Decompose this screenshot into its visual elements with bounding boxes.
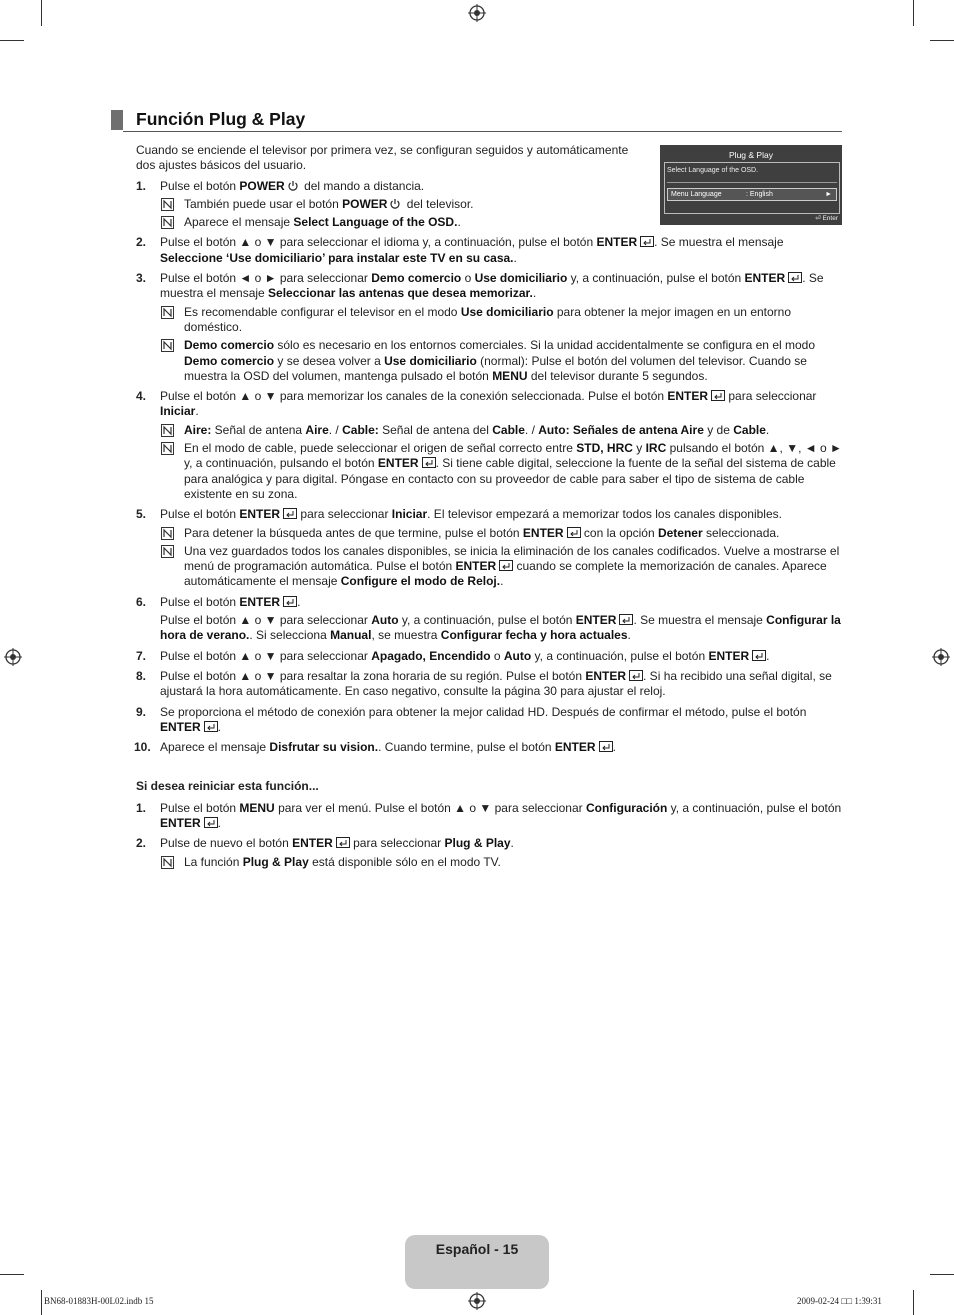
enter-icon	[599, 741, 613, 752]
enter-label: ENTER	[596, 235, 638, 250]
text-bold: Aire	[305, 422, 329, 437]
footer-file-info: BN68-01883H-00L02.indb 15	[44, 1296, 154, 1306]
note	[160, 544, 842, 590]
text-bold: Configurar la hora de verano.	[160, 613, 841, 643]
enter-label: ENTER	[554, 740, 596, 755]
text-bold: IRC	[645, 441, 667, 456]
step-number: 1.	[136, 800, 147, 815]
text: .	[766, 648, 770, 663]
text: .	[297, 594, 301, 609]
text-bold: Auto	[503, 648, 532, 663]
text: Pulse el botón ▲ o ▼ para memorizar los canales de la conexión seleccionada. Pulse el botón	[160, 389, 668, 404]
footer-timestamp: 2009-02-24 □□ 1:39:31	[797, 1296, 882, 1306]
text: para seleccionar	[725, 389, 817, 404]
note	[160, 215, 842, 230]
enter-label: ENTER	[160, 719, 201, 734]
step-3	[136, 271, 842, 384]
text: .	[500, 574, 504, 589]
text-bold: Auto	[371, 613, 399, 628]
step-number: 9.	[136, 704, 147, 719]
text: y, a continuación, pulse el botón	[398, 613, 576, 628]
text-bold: Seleccionar las antenas que desea memorizar.	[268, 286, 533, 301]
text-bold: Detener	[657, 525, 703, 540]
text: Pulse el botón	[160, 507, 240, 522]
note	[160, 423, 842, 438]
text: y, a continuación, pulse el botón	[531, 648, 709, 663]
text: . Si ha recibido una señal digital, se ajustará la hora automáticamente. En caso negativo, consulte la página 30 para ajustar el reloj.	[160, 668, 832, 699]
text: y, a continuación, pulse el botón	[667, 800, 842, 815]
text: o	[490, 648, 504, 663]
enter-label: ENTER	[292, 836, 333, 851]
step-number: 4.	[136, 389, 147, 404]
enter-icon	[204, 817, 218, 828]
text: . Cuando termine, pulse el botón	[378, 740, 555, 755]
reset-step-1	[136, 801, 842, 832]
step-4	[136, 389, 842, 502]
text: Pulse de nuevo el botón	[160, 836, 293, 851]
text-bold: Seleccione ‘Use domiciliario’ para instalar este TV en su casa.	[160, 250, 514, 265]
text: .	[627, 628, 631, 643]
section-header	[111, 108, 842, 132]
text: .	[195, 404, 199, 419]
text: y de	[703, 422, 734, 437]
header-marker	[111, 110, 123, 130]
enter-icon	[336, 837, 350, 848]
text: seleccionada.	[702, 525, 780, 540]
note-icon	[161, 198, 174, 211]
text: . /	[524, 422, 539, 437]
step-number: 8.	[136, 668, 147, 683]
text: Señal de antena	[211, 422, 306, 437]
step-6	[136, 595, 842, 644]
enter-icon	[752, 650, 766, 661]
text: está disponible sólo en el modo TV.	[308, 854, 501, 869]
note	[160, 305, 842, 336]
text: . /	[328, 422, 343, 437]
note	[160, 441, 842, 502]
crop-mark	[930, 40, 954, 41]
power-icon	[389, 198, 401, 210]
registration-mark-icon	[4, 648, 22, 666]
text: y se desea volver a	[274, 353, 385, 368]
enter-label: ENTER	[160, 815, 201, 830]
text: para obtener la mejor imagen en un entorno doméstico.	[184, 304, 792, 334]
text-bold: Configure el modo de Reloj.	[340, 574, 501, 589]
enter-icon	[422, 457, 436, 468]
text: .	[457, 215, 461, 230]
note-icon	[161, 442, 174, 455]
note-icon	[161, 545, 174, 558]
page-number: Español - 15	[435, 1241, 519, 1257]
text: Se proporciona el método de conexión para obtener la mejor calidad HD. Después de confirmar el método, pulse el botón	[160, 704, 807, 719]
crop-mark	[41, 0, 42, 26]
text-bold: Cable:	[342, 422, 379, 437]
osd-footer-label: Enter	[822, 215, 838, 222]
text: . Si tiene cable digital, seleccione la fuente de la señal del sistema de cable para analógica y para digital. Póngase en contacto con su proveedor de cable para saber el tipo de sistema de cable existente en su zona.	[184, 456, 836, 501]
crop-mark	[913, 1290, 914, 1315]
enter-icon	[283, 596, 297, 607]
text: , se muestra	[371, 628, 441, 643]
arrow-right-icon: ►	[825, 191, 832, 198]
crop-mark	[913, 0, 914, 26]
text: También puede usar el botón	[184, 196, 343, 211]
text-bold: STD, HRC	[576, 441, 633, 456]
enter-label: ENTER	[744, 271, 786, 286]
text: Es recomendable configurar el televisor en el modo	[184, 304, 461, 319]
text: (normal): Pulse el botón del volumen del televisor. Cuando se muestra la OSD del volumen, mantenga pulsado el botón	[184, 353, 807, 383]
osd-title: Plug & Play	[729, 150, 773, 160]
text-bold: Select Language of the OSD.	[293, 215, 458, 230]
registration-mark-icon	[932, 648, 950, 666]
enter-icon	[499, 560, 513, 571]
text: .	[612, 740, 616, 755]
page-number-tab	[405, 1235, 549, 1289]
text-bold: Apagado, Encendido	[371, 648, 491, 663]
text: .	[217, 719, 222, 734]
text: sólo es necesario en los entornos comerciales. Si la unidad accidentalmente se configura en el modo	[274, 338, 816, 353]
enter-label: ENTER	[585, 668, 627, 683]
power-icon	[287, 180, 299, 192]
main-content	[136, 143, 842, 875]
registration-mark-icon	[468, 4, 486, 22]
text: Pulse el botón ▲ o ▼ para seleccionar	[160, 613, 372, 628]
enter-label: ENTER	[239, 594, 281, 609]
step-number: 10.	[134, 740, 151, 755]
text: Pulse el botón	[160, 800, 240, 815]
note-icon	[161, 856, 174, 869]
enter-icon	[619, 614, 633, 625]
text: . Se muestra el mensaje	[654, 235, 784, 250]
enter-label: ENTER	[455, 559, 497, 574]
osd-row-value: : English	[746, 191, 773, 198]
text-bold: Configurar fecha y hora actuales	[440, 628, 628, 643]
text-bold: Configuración	[585, 800, 668, 815]
step-number: 7.	[136, 648, 147, 663]
crop-mark	[0, 40, 24, 41]
note-icon	[161, 527, 174, 540]
text-bold: Use domiciliario	[460, 304, 554, 319]
text-bold: MENU	[492, 368, 528, 383]
text: del televisor.	[403, 196, 474, 211]
text-bold: Plug & Play	[242, 854, 309, 869]
reset-step-2	[136, 836, 842, 870]
crop-mark	[930, 1274, 954, 1275]
note-icon	[161, 339, 174, 352]
text-bold: Iniciar	[160, 404, 196, 419]
text: para ver el menú. Pulse el botón ▲ o ▼ para seleccionar	[274, 800, 586, 815]
step-5	[136, 507, 842, 589]
step-number: 2.	[136, 836, 147, 851]
text: . Si selecciona	[249, 628, 331, 643]
enter-icon	[629, 670, 643, 681]
text: En el modo de cable, puede seleccionar el origen de señal correcto entre	[184, 441, 577, 456]
enter-label: ENTER	[377, 456, 419, 471]
text: . Se muestra el mensaje	[633, 613, 767, 628]
enter-icon	[283, 508, 297, 519]
note-icon	[161, 216, 174, 229]
text: . Se muestra el mensaje	[160, 271, 824, 301]
text: .	[513, 250, 517, 265]
enter-label: ENTER	[239, 507, 281, 522]
crop-mark	[41, 1290, 42, 1315]
step-number: 5.	[136, 507, 147, 522]
step-9	[136, 705, 842, 736]
enter-label: ENTER	[708, 648, 750, 663]
note	[160, 526, 842, 541]
registration-mark-icon	[468, 1292, 486, 1310]
text: Pulse el botón ▲ o ▼ para resaltar la zona horaria de su región. Pulse el botón	[160, 668, 586, 683]
step-number: 3.	[136, 271, 147, 286]
power-label: POWER	[342, 196, 388, 211]
step-1	[136, 179, 842, 231]
text: Una vez guardados todos los canales disponibles, se inicia la eliminación de los canales codificados. Vuelve a mostrarse el menú de programación automática. Pulse el botón	[184, 543, 840, 574]
enter-icon	[788, 272, 802, 283]
page-title: Función Plug & Play	[136, 109, 306, 129]
text-bold: Cable	[492, 422, 525, 437]
text-bold: Demo comercio	[184, 338, 275, 353]
text-bold: Cable	[733, 422, 766, 437]
enter-icon: ⏎	[815, 215, 823, 222]
text-bold: Use domiciliario	[384, 353, 477, 368]
crop-mark	[0, 1274, 24, 1275]
header-rule	[123, 131, 842, 132]
enter-icon	[640, 236, 654, 247]
enter-icon	[204, 721, 218, 732]
intro-text: Cuando se enciende el televisor por primera vez, se configuran seguidos y automáticamente dos ajustes básicos del usuario.	[136, 143, 629, 173]
text: Para detener la búsqueda antes de que termine, pulse el botón	[184, 525, 523, 540]
text: Aparece el mensaje	[160, 740, 270, 755]
text-bold: Demo comercio	[184, 353, 275, 368]
text-bold: Manual	[330, 628, 372, 643]
text: cuando se complete la memorización de canales. Aparece automáticamente el mensaje	[184, 559, 827, 589]
osd-row-label: Menu Language	[671, 191, 722, 198]
step-8	[136, 669, 842, 700]
reset-section-title: Si desea reiniciar esta función...	[136, 779, 319, 794]
text: .	[532, 286, 537, 301]
enter-label: ENTER	[522, 525, 564, 540]
text: para seleccionar	[349, 836, 445, 851]
text: para seleccionar	[297, 507, 392, 522]
text-bold: MENU	[239, 800, 275, 815]
text: Pulse el botón	[160, 594, 240, 609]
enter-label: ENTER	[575, 613, 617, 628]
note-icon	[161, 424, 174, 437]
text: Señal de antena del	[378, 422, 493, 437]
text: . El televisor empezará a memorizar todos los canales disponibles.	[427, 507, 782, 522]
step-number: 1.	[136, 178, 147, 193]
text: Aparece el mensaje	[184, 215, 294, 230]
text: pulsando el botón ▲, ▼, ◄ o ► y, a continuación, pulsando el botón	[184, 441, 842, 471]
note	[160, 338, 842, 384]
power-label: POWER	[239, 178, 285, 193]
text: .	[217, 815, 222, 830]
enter-icon	[567, 527, 581, 538]
text: o	[461, 271, 475, 286]
enter-icon	[711, 390, 725, 401]
text: con la opción	[580, 525, 658, 540]
step-2	[136, 235, 842, 266]
text: del televisor durante 5 segundos.	[527, 368, 708, 383]
text-bold: Use domiciliario	[474, 271, 568, 286]
text: del mando a distancia.	[300, 178, 425, 193]
note	[160, 855, 842, 870]
step-number: 2.	[136, 235, 147, 250]
text: Pulse el botón ▲ o ▼ para seleccionar	[160, 648, 372, 663]
text: .	[765, 422, 770, 437]
enter-label: ENTER	[667, 389, 709, 404]
text-bold: Plug & Play	[444, 836, 511, 851]
text: .	[510, 836, 514, 851]
text-bold: Iniciar	[391, 507, 428, 522]
text: Pulse el botón ◄ o ► para seleccionar	[160, 271, 372, 286]
note	[160, 197, 842, 212]
text: La función	[184, 854, 243, 869]
text: Pulse el botón ▲ o ▼ para seleccionar el idioma y, a continuación, pulse el botón	[160, 235, 597, 250]
text: y	[632, 441, 646, 456]
osd-message: Select Language of the OSD.	[667, 167, 759, 174]
text-bold: Aire:	[184, 422, 212, 437]
step-number: 6.	[136, 594, 147, 609]
step-10	[136, 740, 842, 755]
text-bold: Disfrutar su vision.	[269, 740, 379, 755]
note-icon	[161, 306, 174, 319]
text: y, a continuación, pulse el botón	[567, 271, 745, 286]
step-7	[136, 649, 842, 664]
text-bold: Auto: Señales de antena Aire	[538, 422, 704, 437]
text-bold: Demo comercio	[371, 271, 462, 286]
text: Pulse el botón	[160, 178, 240, 193]
